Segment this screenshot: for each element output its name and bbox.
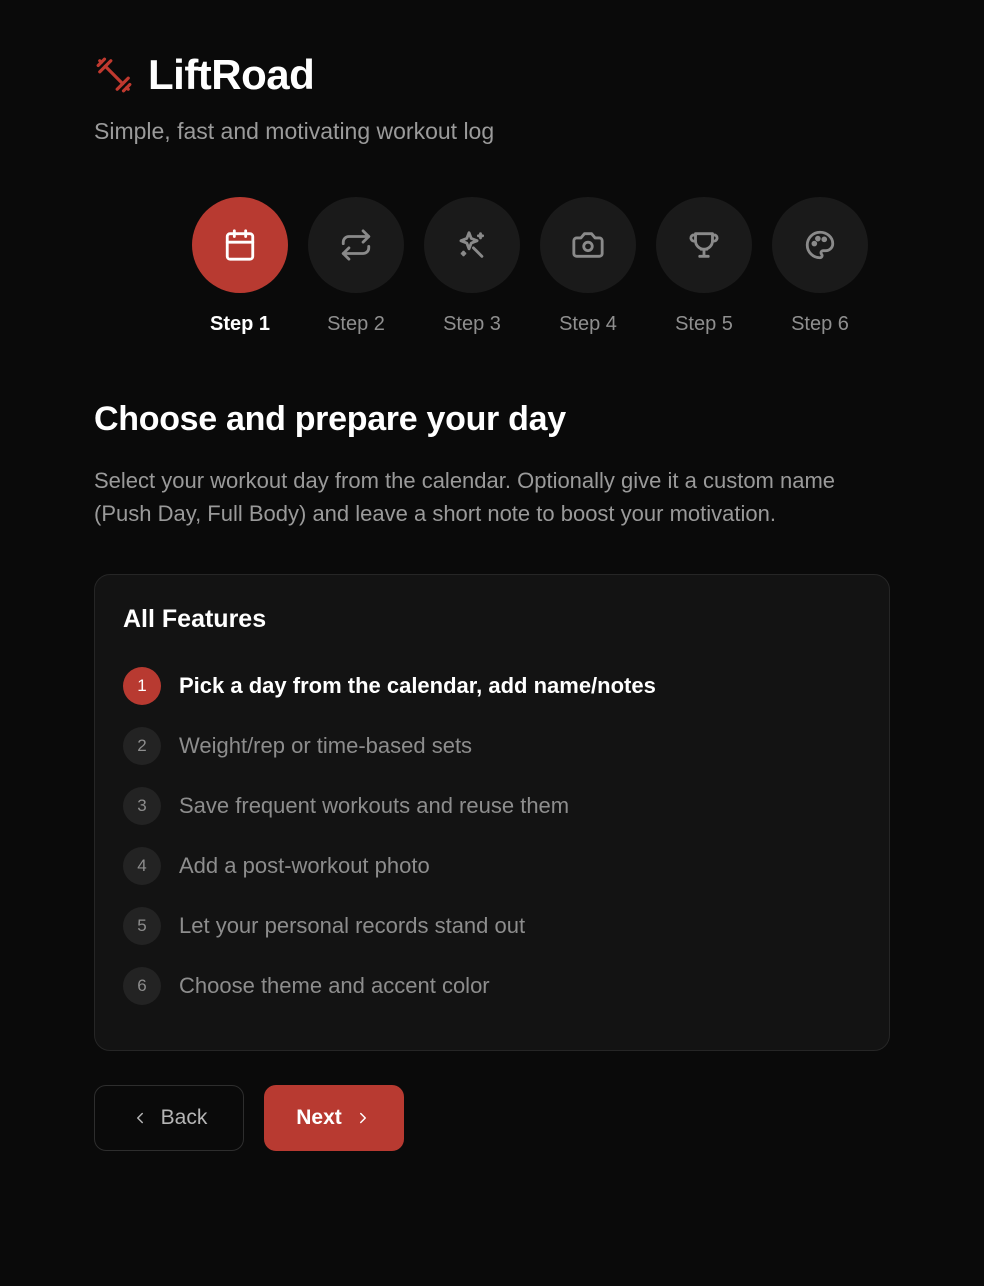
feature-item-6[interactable]: [123, 956, 861, 1016]
feature-badge-2: 2: [123, 727, 161, 765]
feature-item-3[interactable]: [123, 776, 861, 836]
stepper-item-4[interactable]: [540, 197, 636, 336]
feature-item-1[interactable]: [123, 656, 861, 716]
calendar-icon: [192, 197, 288, 293]
feature-item-4[interactable]: [123, 836, 861, 896]
feature-label-2: Weight/rep or time-based sets: [179, 733, 473, 759]
feature-label-6: Choose theme and accent color: [179, 973, 490, 999]
stepper-label-3: Step 3: [443, 313, 501, 335]
feature-label-5: Let your personal records stand out: [179, 913, 526, 939]
features-card: [94, 574, 890, 1051]
next-button[interactable]: [264, 1085, 404, 1151]
back-button-label: Back: [160, 1106, 208, 1130]
feature-badge-6: 6: [123, 967, 161, 1005]
app-tagline: Simple, fast and motivating workout log: [94, 118, 495, 144]
next-button-label: Next: [296, 1106, 342, 1130]
repeat-icon: [308, 197, 404, 293]
feature-item-5[interactable]: [123, 896, 861, 956]
chevron-left-icon: [131, 1109, 149, 1127]
feature-badge-3: 3: [123, 787, 161, 825]
brand-header: [94, 51, 890, 98]
feature-badge-5: 5: [123, 907, 161, 945]
feature-label-3: Save frequent workouts and reuse them: [179, 793, 570, 819]
chevron-right-icon: [354, 1109, 372, 1127]
stepper-item-1[interactable]: [192, 197, 288, 336]
stepper-label-2: Step 2: [327, 313, 385, 335]
footer-actions: [94, 1085, 890, 1151]
trophy-icon: [656, 197, 752, 293]
stepper-label-5: Step 5: [675, 313, 733, 335]
stepper-item-5[interactable]: [656, 197, 752, 336]
stepper-item-3[interactable]: [424, 197, 520, 336]
camera-icon: [540, 197, 636, 293]
stepper-label-1: Step 1: [209, 313, 271, 335]
stepper: [94, 197, 890, 336]
section-headline: Choose and prepare your day: [94, 400, 566, 438]
feature-badge-1: 1: [123, 667, 161, 705]
back-button[interactable]: [94, 1085, 244, 1151]
feature-label-1: Pick a day from the calendar, add name/notes: [179, 673, 656, 699]
feature-item-2[interactable]: [123, 716, 861, 776]
feature-badge-4: 4: [123, 847, 161, 885]
sparkles-icon: [424, 197, 520, 293]
palette-icon: [772, 197, 868, 293]
dumbbell-icon: [94, 55, 134, 95]
stepper-label-4: Step 4: [559, 313, 617, 335]
feature-label-4: Add a post-workout photo: [179, 853, 430, 879]
page-title: LiftRoad: [148, 51, 315, 98]
stepper-item-2[interactable]: [308, 197, 404, 336]
stepper-item-6[interactable]: [772, 197, 868, 336]
stepper-label-6: Step 6: [791, 313, 849, 335]
section-description: Select your workout day from the calendar. Optionally give it a custom name (Push Day, Full Body) and leave a short note to boost your motivation.: [94, 468, 836, 526]
features-title: All Features: [123, 605, 267, 634]
